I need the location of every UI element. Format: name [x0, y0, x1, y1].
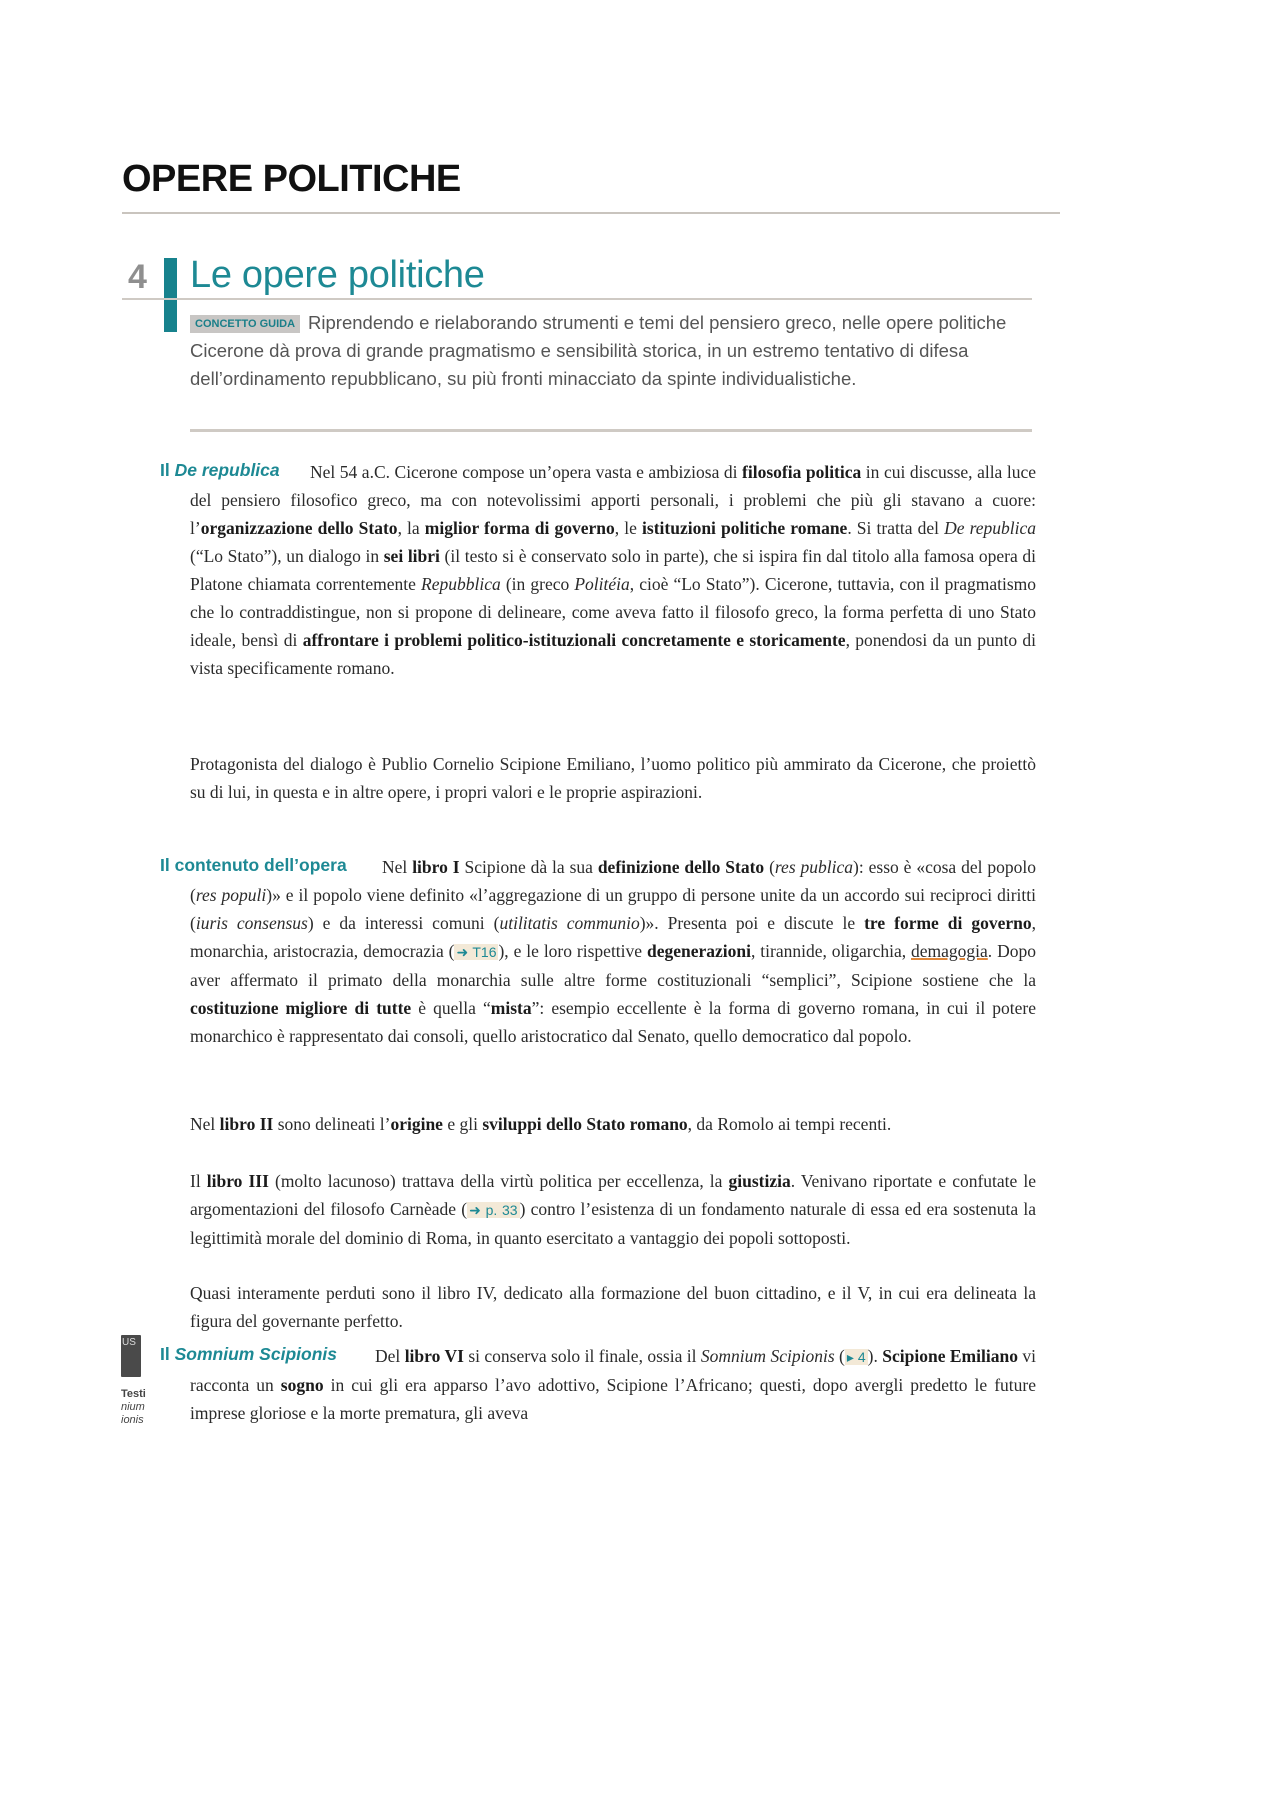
bold-term: miglior forma di governo — [424, 518, 615, 538]
section-heading-divider — [122, 298, 1032, 300]
bold-term: Scipione Emiliano — [882, 1346, 1018, 1366]
paragraph-de-republica-2: Protagonista del dialogo è Publio Cornelio Scipione Emiliano, l’uomo politico più ammirato da Cicerone, che proiettò su di lui, in questa e in altre opere, i propri valori e le proprie aspirazioni. — [190, 754, 1036, 802]
italic-term: Politéia — [574, 574, 630, 594]
underlined-term: demagogia — [911, 941, 988, 961]
bold-term: libro III — [206, 1171, 269, 1191]
cross-reference-link[interactable]: ▸ 4 — [846, 1349, 866, 1365]
italic-term: De republica — [944, 518, 1036, 538]
paragraph-contenuto — [190, 853, 1036, 1050]
bold-term: giustizia — [728, 1171, 791, 1191]
paragraph-contenuto-1: Nel libro I Scipione dà la sua definizione dello Stato (res publica): esso è «cosa del popolo (res populi)» e il popolo viene definito «l’aggregazione di un gruppo di persone unite da un accordo sui reciproci diritti (iuris consensus) e da interessi comuni (utilitatis communio)». Presenta poi e discute le tre forme di governo, monarchia, aristocrazia, democrazia ( ➜ T16 ), e le loro rispettive degenerazioni, tirannide, oligarchia, demagogia. Dopo aver affermato il primato della monarchia sulle altre forme costituzionali “semplici”, Scipione sostiene che la costituzione migliore di tutte è quella “mista”: esempio eccellente è la forma di governo romana, in cui il potere monarchico è rappresentato dai consoli, quello aristocratico dal Senato, quello democratico dal popolo. — [190, 857, 1037, 1046]
bold-term: filosofia politica — [742, 462, 862, 482]
paragraph-libri-iv-v — [190, 1279, 1036, 1335]
concept-divider — [190, 429, 1032, 432]
concept-guide — [190, 309, 1040, 393]
bold-term: degenerazioni — [646, 941, 751, 961]
paragraph-de-republica-1: Nel 54 a.C. Cicerone compose un’opera vasta e ambiziosa di filosofia politica in cui discusse, alla luce del pensiero filosofico greco, ma con notevolissimi apporti personali, i problemi che più gli stavano a cuore: l’organizzazione dello Stato, la miglior forma di governo, le istituzioni politiche romane. Si tratta del De republica (“Lo Stato”), un dialogo in sei libri (il testo si è conservato solo in parte), che si ispira fin dal titolo alla famosa opera di Platone chiamata correntemente Repubblica (in greco Politéia, cioè “Lo Stato”). Cicerone, tuttavia, con il pragmatismo che lo contraddistingue, non si propone di delineare, come aveva fatto il filosofo greco, la forma perfetta di uno Stato ideale, bensì di affrontare i problemi politico-istituzionali concretamente e storicamente, ponendosi da un punto di vista specificamente romano. — [190, 462, 1037, 678]
italic-term: res populi — [195, 885, 267, 905]
italic-term: utilitatis communio — [499, 913, 640, 933]
bold-term: sogno — [280, 1375, 324, 1395]
paragraph-libro-ii — [190, 1110, 1036, 1138]
bold-term: tre forme di governo — [864, 913, 1032, 933]
book-icon: US — [121, 1335, 141, 1377]
bold-term: mista — [490, 998, 532, 1018]
bold-term: affrontare i problemi politico-istituzionali concretamente e storicamente — [302, 630, 846, 650]
section-heading: Le opere politiche — [190, 254, 485, 296]
paragraph-contenuto-4: Quasi interamente perduti sono il libro IV, dedicato alla formazione del buon cittadino, e il V, in cui era delineata la figura del governante perfetto. — [190, 1283, 1036, 1331]
paragraph-de-republica — [190, 458, 1036, 682]
title-divider — [122, 212, 1060, 214]
bold-term: costituzione migliore di tutte — [190, 998, 412, 1018]
margin-note: Testi nium ionis — [121, 1388, 146, 1426]
section-number: 4 — [128, 258, 147, 296]
bold-term: libro VI — [404, 1346, 464, 1366]
sidehead-de-republica: Il De republica — [160, 460, 280, 480]
cross-reference-link[interactable]: ➜ T16 — [456, 944, 497, 960]
bold-term: origine — [390, 1114, 443, 1134]
paragraph-somnium — [190, 1342, 1036, 1427]
concept-guide-text: Riprendendo e rielaborando strumenti e temi del pensiero greco, nelle opere politiche Cicerone dà prova di grande pragmatismo e sensibilità storica, in un estremo tentativo di difesa dell’ordinamento repubblicano, su più fronti minacciato da spinte individualistiche. — [190, 312, 1007, 389]
sidehead-contenuto: Il contenuto dell’opera — [160, 855, 347, 875]
paragraph-libro-iii — [190, 1167, 1036, 1252]
paragraph-protagonista — [190, 750, 1036, 806]
italic-term: Repubblica — [421, 574, 501, 594]
italic-term: res publica — [774, 857, 854, 877]
italic-term: Somnium Scipionis — [700, 1346, 835, 1366]
bold-term: definizione dello Stato — [597, 857, 765, 877]
paragraph-somnium-1: Del libro VI si conserva solo il finale, ossia il Somnium Scipionis ( ▸ 4 ). Scipione Emiliano vi racconta un sogno in cui gli era apparso l’avo adottivo, Scipione l’Africano; questi, dopo avergli predetto le future imprese gloriose e la morte prematura, gli aveva — [190, 1346, 1036, 1423]
paragraph-contenuto-3: Il libro III (molto lacunoso) trattava della virtù politica per eccellenza, la giustizia. Venivano riportate e confutate le argomentazioni del filosofo Carnèade ( ➜ p. 33 ) contro l’esistenza di un fondamento naturale di essa ed era sostenuta la legittimità morale del dominio di Roma, in quanto esercitato a vantaggio dei popoli sottoposti. — [190, 1171, 1036, 1248]
cross-reference-link[interactable]: ➜ p. 33 — [469, 1202, 518, 1218]
italic-term: iuris consensus — [195, 913, 308, 933]
section-accent-bar — [164, 258, 177, 332]
bold-term: organizzazione dello Stato — [200, 518, 398, 538]
page-title: OPERE POLITICHE — [122, 158, 461, 200]
bold-term: sei libri — [383, 546, 440, 566]
concept-guide-badge: CONCETTO GUIDA — [190, 315, 300, 333]
bold-term: libro I — [412, 857, 460, 877]
bold-term: istituzioni politiche romane — [642, 518, 848, 538]
sidehead-somnium: Il Somnium Scipionis — [160, 1344, 337, 1364]
bold-term: libro II — [219, 1114, 274, 1134]
paragraph-contenuto-2: Nel libro II sono delineati l’origine e gli sviluppi dello Stato romano, da Romolo ai tempi recenti. — [190, 1114, 892, 1134]
bold-term: sviluppi dello Stato romano — [482, 1114, 688, 1134]
